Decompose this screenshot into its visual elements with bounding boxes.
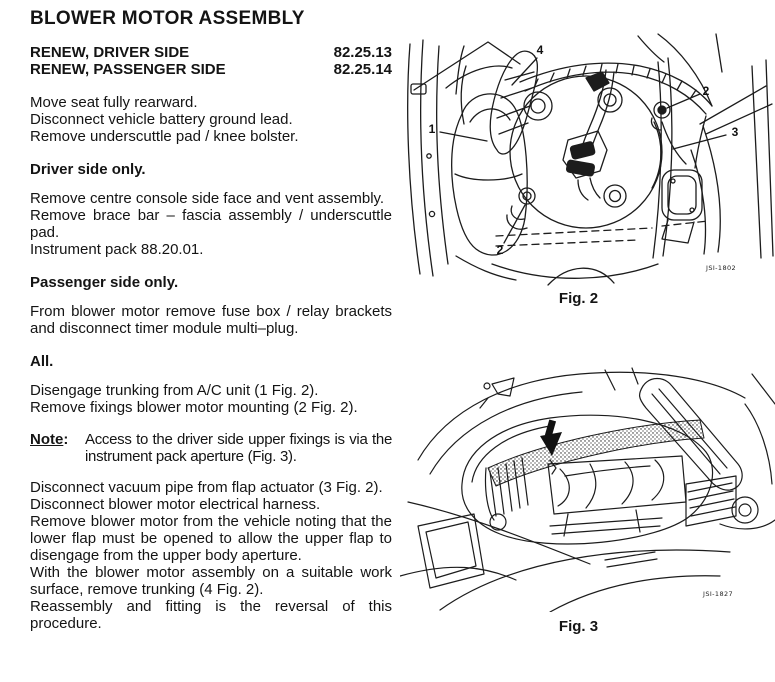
instruction-line: From blower motor remove fuse box / relay brackets and disconnect timer module multi–plug. (30, 303, 392, 337)
instruction-line: Remove fixings blower motor mounting (2 Fig. 2). (30, 399, 358, 416)
instruction-line: Disengage trunking from A/C unit (1 Fig. 2). (30, 382, 319, 399)
operation-row (30, 61, 392, 78)
blower-motor-drawing (408, 34, 773, 285)
callout-4: 4 (536, 43, 544, 57)
instruction-line: Disconnect vacuum pipe from flap actuator (3 Fig. 2). (30, 479, 383, 496)
operation-name: RENEW, PASSENGER SIDE (30, 61, 226, 78)
operation-name: RENEW, DRIVER SIDE (30, 44, 190, 61)
leader-line-3 (673, 135, 726, 149)
instruction-line: Remove centre console side face and vent assembly. (30, 190, 385, 207)
operation-codes (30, 44, 392, 78)
figure-3-caption: Fig. 3 (558, 618, 599, 635)
instruction-line: Remove blower motor from the vehicle noting that the lower flap must be opened to allow the upper flap to disengage from the upper body aperture. (30, 513, 392, 564)
instruction-line: Disconnect blower motor electrical harness. (30, 496, 321, 513)
instruction-line: Instrument pack 88.20.01. (30, 241, 204, 258)
leader-line-4 (512, 58, 537, 85)
section-heading: Driver side only. (30, 161, 146, 178)
operation-row (30, 44, 392, 61)
leader-line-1 (440, 132, 487, 141)
instruction-line: Reassembly and fitting is the reversal of this procedure. (30, 598, 392, 632)
callout-2-lower: 2 (496, 243, 504, 257)
callout-1: 1 (428, 122, 436, 136)
instruction-line: Disconnect vehicle battery ground lead. (30, 111, 293, 128)
instruction-paragraph (30, 382, 392, 416)
drawing-code-fig2: JSI-1802 (706, 264, 737, 272)
leader-line-2-lower (504, 205, 525, 243)
figure-2-illustration (400, 28, 775, 286)
note-text: Access to the driver side upper fixings is via the instrument pack aperture (Fig. 3). (85, 431, 392, 465)
procedure-blocks (30, 94, 392, 632)
note-block (30, 431, 392, 465)
callout-2-upper: 2 (702, 84, 710, 98)
page-title: BLOWER MOTOR ASSEMBLY (30, 8, 305, 29)
leader-line-2-upper (667, 94, 700, 108)
instruction-line: Remove brace bar – fascia assembly / underscuttle pad. (30, 207, 392, 241)
operation-code: 82.25.14 (333, 61, 392, 78)
operation-code: 82.25.13 (333, 44, 392, 61)
instruction-paragraph (30, 94, 392, 145)
section-heading: All. (30, 353, 54, 370)
procedure-text-column (30, 8, 392, 644)
callout-3: 3 (731, 125, 739, 139)
figure-3-illustration (400, 364, 775, 612)
figure-2 (400, 28, 775, 307)
instruction-paragraph (30, 479, 392, 632)
instruction-paragraph (30, 303, 392, 337)
figure-2-caption: Fig. 2 (558, 290, 599, 307)
note-label: Note: (30, 431, 69, 448)
instrument-aperture-drawing (400, 368, 775, 612)
instruction-line: With the blower motor assembly on a suitable work surface, remove trunking (4 Fig. 2). (30, 564, 392, 598)
instruction-line: Move seat fully rearward. (30, 94, 198, 111)
instruction-paragraph (30, 190, 392, 258)
drawing-code-fig3: JSI-1827 (703, 590, 734, 598)
section-heading: Passenger side only. (30, 274, 179, 291)
instruction-line: Remove underscuttle pad / knee bolster. (30, 128, 299, 145)
figure-3 (400, 364, 775, 635)
